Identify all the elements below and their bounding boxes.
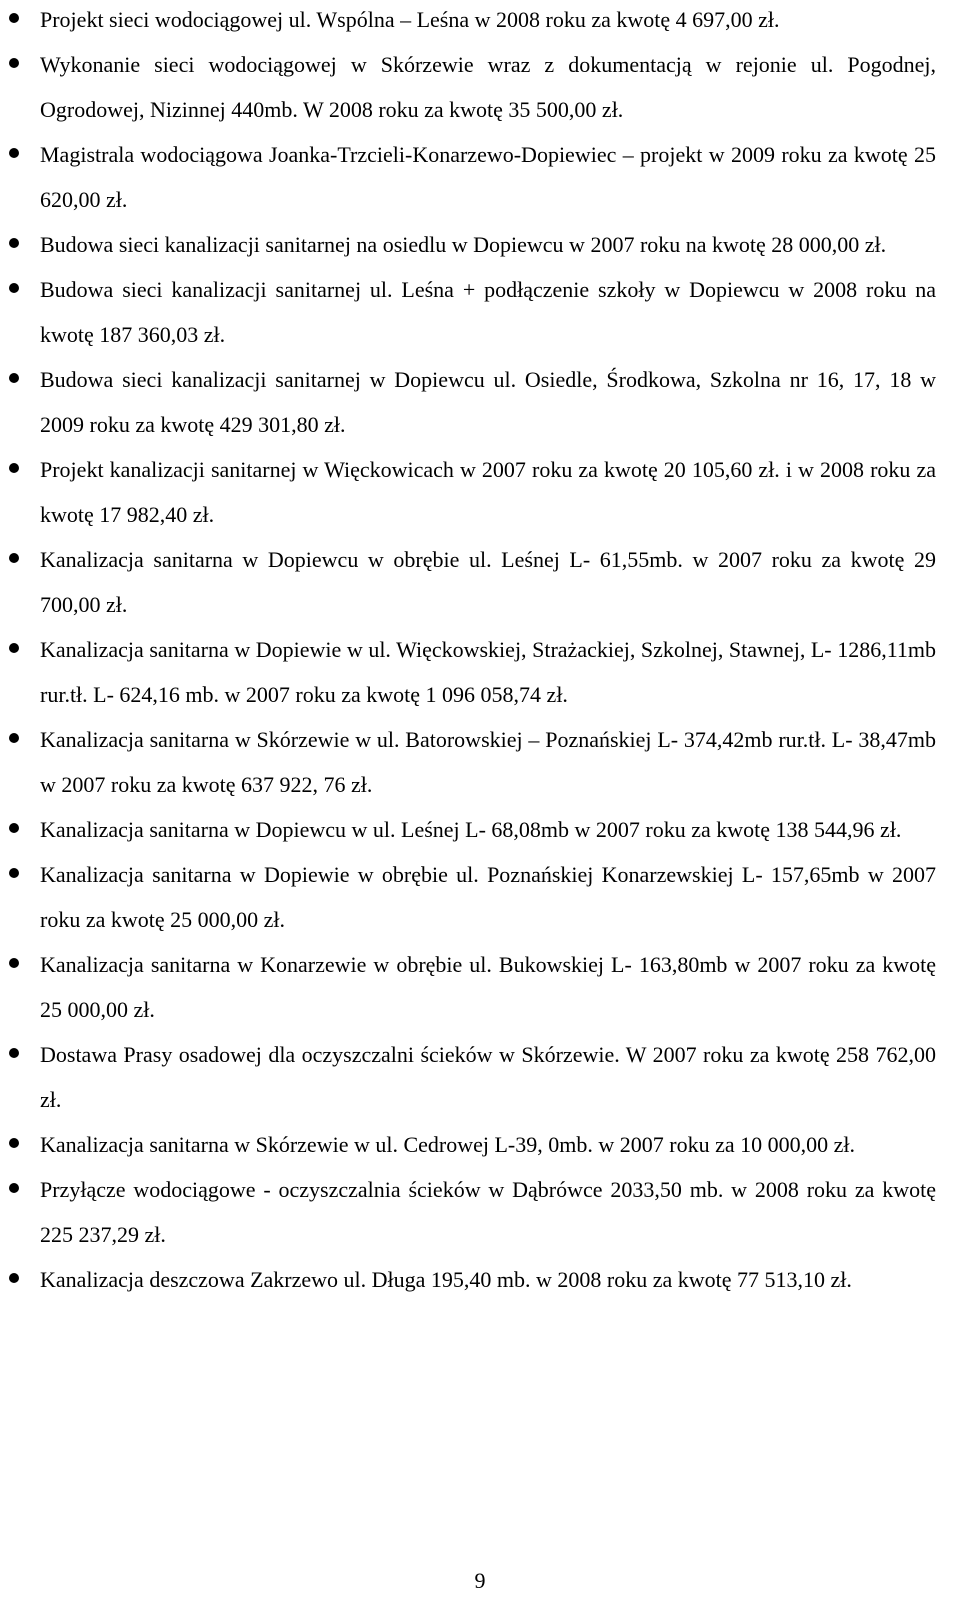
bullet-icon [9, 823, 19, 833]
list-item [40, 132, 936, 222]
list-item [40, 537, 936, 627]
list-item [40, 42, 936, 132]
list-item-text: Wykonanie sieci wodociągowej w Skórzewie wraz z dokumentacją w rejonie ul. Pogodnej, Ogrodowej, Nizinnej 440mb. W 2008 roku za kwotę 35 500,00 zł. [40, 52, 936, 122]
bullet-icon [9, 643, 19, 653]
list-item-text: Kanalizacja sanitarna w Konarzewie w obrębie ul. Bukowskiej L- 163,80mb w 2007 roku za kwotę 25 000,00 zł. [40, 952, 936, 1022]
bullet-icon [9, 1048, 19, 1058]
list-item-text: Kanalizacja sanitarna w Skórzewie w ul. Cedrowej L-39, 0mb. w 2007 roku za 10 000,00 zł. [40, 1132, 855, 1157]
list-item-text: Projekt sieci wodociągowej ul. Wspólna – Leśna w 2008 roku za kwotę 4 697,00 zł. [40, 7, 780, 32]
list-item [40, 447, 936, 537]
list-item-text: Kanalizacja sanitarna w Dopiewie w obrębie ul. Poznańskiej Konarzewskiej L- 157,65mb w 2007 roku za kwotę 25 000,00 zł. [40, 862, 936, 932]
bullet-icon [9, 958, 19, 968]
list-item-text: Magistrala wodociągowa Joanka-Trzcieli-Konarzewo-Dopiewiec – projekt w 2009 roku za kwotę 25 620,00 zł. [40, 142, 936, 212]
page-number: 9 [474, 1568, 486, 1593]
list-item [40, 222, 936, 267]
list-item-text: Kanalizacja sanitarna w Skórzewie w ul. Batorowskiej – Poznańskiej L- 374,42mb rur.tł. L- 38,47mb w 2007 roku za kwotę 637 922, 76 zł. [40, 727, 936, 797]
bullet-icon [9, 1138, 19, 1148]
list-item [40, 807, 936, 852]
list-item-text: Projekt kanalizacji sanitarnej w Więckowicach w 2007 roku za kwotę 20 105,60 zł. i w 2008 roku za kwotę 17 982,40 zł. [40, 457, 936, 527]
list-item [40, 1167, 936, 1257]
list-item-text: Kanalizacja sanitarna w Dopiewcu w ul. Leśnej L- 68,08mb w 2007 roku za kwotę 138 544,96 zł. [40, 817, 902, 842]
bullet-icon [9, 13, 19, 23]
bullet-icon [9, 238, 19, 248]
investment-list [40, 0, 936, 1302]
list-item [40, 627, 936, 717]
bullet-icon [9, 733, 19, 743]
list-item [40, 267, 936, 357]
list-item [40, 942, 936, 1032]
bullet-icon [9, 373, 19, 383]
list-item-text: Dostawa Prasy osadowej dla oczyszczalni ścieków w Skórzewie. W 2007 roku za kwotę 258 762,00 zł. [40, 1042, 936, 1112]
bullet-icon [9, 1183, 19, 1193]
list-item-text: Kanalizacja sanitarna w Dopiewie w ul. Więckowskiej, Strażackiej, Szkolnej, Stawnej, L- 1286,11mb rur.tł. L- 624,16 mb. w 2007 roku za kwotę 1 096 058,74 zł. [40, 637, 936, 707]
bullet-icon [9, 868, 19, 878]
list-item-text: Przyłącze wodociągowe - oczyszczalnia ścieków w Dąbrówce 2033,50 mb. w 2008 roku za kwotę 225 237,29 zł. [40, 1177, 936, 1247]
list-item [40, 1122, 936, 1167]
list-item [40, 1032, 936, 1122]
list-item [40, 717, 936, 807]
bullet-icon [9, 283, 19, 293]
list-item-text: Budowa sieci kanalizacji sanitarnej w Dopiewcu ul. Osiedle, Środkowa, Szkolna nr 16, 17, 18 w 2009 roku za kwotę 429 301,80 zł. [40, 367, 936, 437]
bullet-icon [9, 1273, 19, 1283]
list-item-text: Kanalizacja deszczowa Zakrzewo ul. Długa 195,40 mb. w 2008 roku za kwotę 77 513,10 zł. [40, 1267, 852, 1292]
list-item [40, 357, 936, 447]
bullet-icon [9, 148, 19, 158]
bullet-icon [9, 553, 19, 563]
list-item [40, 0, 936, 42]
bullet-icon [9, 463, 19, 473]
list-item [40, 852, 936, 942]
list-item-text: Kanalizacja sanitarna w Dopiewcu w obrębie ul. Leśnej L- 61,55mb. w 2007 roku za kwotę 29 700,00 zł. [40, 547, 936, 617]
list-item-text: Budowa sieci kanalizacji sanitarnej ul. Leśna + podłączenie szkoły w Dopiewcu w 2008 roku na kwotę 187 360,03 zł. [40, 277, 936, 347]
list-item [40, 1257, 936, 1302]
bullet-icon [9, 58, 19, 68]
list-item-text: Budowa sieci kanalizacji sanitarnej na osiedlu w Dopiewcu w 2007 roku na kwotę 28 000,00 zł. [40, 232, 887, 257]
